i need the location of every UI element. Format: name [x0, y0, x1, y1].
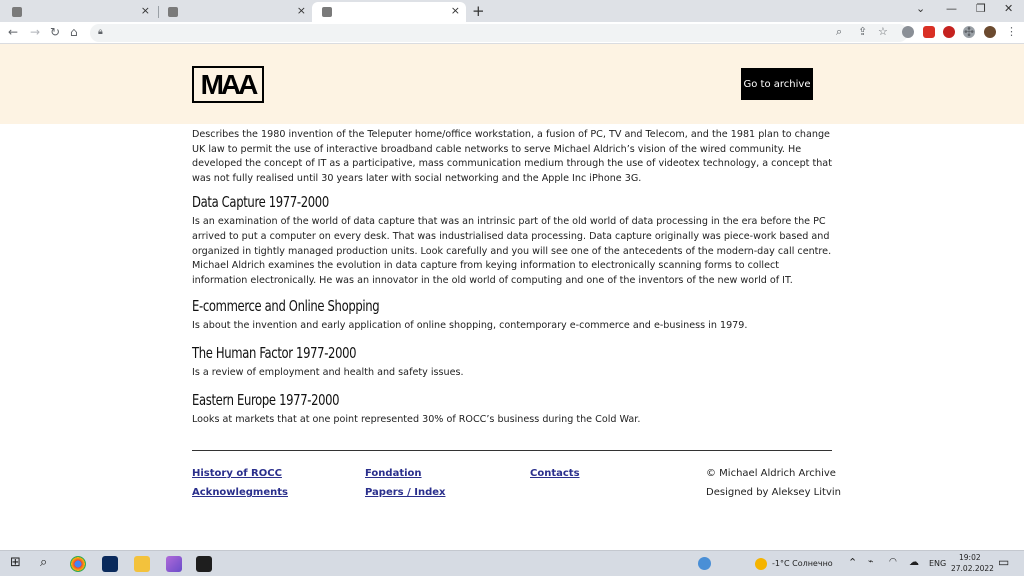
restore-icon[interactable]: ❐	[976, 2, 986, 15]
browser-tab-bar	[0, 0, 1024, 22]
site-header	[0, 44, 1024, 124]
photoshop-taskbar-icon[interactable]	[102, 556, 118, 572]
browser-tab-3-active[interactable]	[312, 2, 466, 22]
weather-text[interactable]: -1°C Солнечно	[772, 559, 833, 568]
clock-date[interactable]: 27.02.2022	[951, 564, 994, 573]
footer-link-history[interactable]: History of ROCC	[192, 468, 282, 479]
footer-designed-by: Designed by Aleksey Litvin	[706, 487, 841, 498]
section-data-capture	[192, 192, 832, 288]
language-indicator[interactable]: ENG	[929, 559, 947, 568]
section-human-factor	[192, 343, 832, 381]
chrome-taskbar-icon[interactable]	[70, 556, 86, 572]
reload-icon[interactable]: ↻	[50, 25, 61, 39]
extension-adblock-icon[interactable]	[902, 26, 914, 38]
wifi-icon[interactable]: ◠	[889, 557, 897, 567]
bookmark-star-icon[interactable]: ☆	[878, 25, 888, 38]
section-title: Data Capture 1977-2000	[192, 193, 329, 212]
footer-link-fondation[interactable]: Fondation	[365, 468, 422, 479]
browser-menu-icon[interactable]: ⋮	[1006, 25, 1017, 38]
section-title: Eastern Europe 1977-2000	[192, 390, 340, 409]
tab-search-icon[interactable]: ⌄	[916, 2, 926, 15]
help-tray-icon[interactable]	[698, 557, 711, 570]
minimize-icon[interactable]: —	[946, 2, 957, 15]
notifications-icon[interactable]: ▭	[998, 555, 1010, 569]
network-icon[interactable]: ⌁	[868, 557, 874, 567]
site-logo[interactable]	[192, 66, 264, 103]
footer-link-acknowlegments[interactable]: Acknowlegments	[192, 487, 288, 498]
share-icon[interactable]: ⇪	[858, 25, 868, 38]
windows-taskbar	[0, 550, 1024, 576]
weather-sun-icon[interactable]	[755, 558, 767, 570]
cloud-icon[interactable]: ☁	[909, 557, 919, 568]
extensions-puzzle-icon[interactable]: ✣	[964, 25, 975, 39]
go-to-archive-button[interactable]: Go to archive	[741, 68, 813, 100]
section-title: E-commerce and Online Shopping	[192, 297, 380, 316]
section-title: The Human Factor 1977-2000	[192, 343, 357, 362]
windows-start-icon[interactable]: ⊞	[10, 555, 21, 570]
footer-copyright: © Michael Aldrich Archive	[706, 468, 836, 479]
browser-tab-1[interactable]	[2, 2, 156, 22]
footer-divider	[192, 450, 832, 451]
file-explorer-taskbar-icon[interactable]	[134, 556, 150, 572]
section-body: Looks at markets that at one point represented 30% of ROCC’s business during the Cold War.	[192, 413, 641, 425]
section-ecommerce	[192, 296, 832, 334]
home-icon[interactable]: ⌂	[70, 25, 78, 39]
footer-link-contacts[interactable]: Contacts	[530, 468, 580, 479]
extension-red-icon[interactable]	[943, 26, 955, 38]
zoom-icon[interactable]: ⌕	[836, 25, 843, 38]
tab-close-icon[interactable]: ×	[296, 4, 306, 17]
section-body: Is an examination of the world of data capture that was an intrinsic part of the old world of data processing in the era before the PC arrived to put a computer on every desk. That was industrialised data processing. Data capture originally was piece-work based and organized in tightly managed production units. Look carefully and you will see one of the antecedents of the modern-day call centre. Michael Aldrich examines the evolution in data capture from keying information to electronically scanning forms to collect information electronically. He was an innovator in the old world of computing and one of the inventors of the new world of IT.	[192, 216, 832, 286]
tab-favicon-icon	[322, 7, 332, 17]
main-content	[192, 128, 832, 427]
address-bar[interactable]	[90, 24, 908, 42]
forward-icon[interactable]: →	[30, 25, 41, 39]
new-tab-button[interactable]: +	[472, 2, 485, 20]
browser-toolbar	[0, 22, 1024, 44]
intro-paragraph: Describes the 1980 invention of the Teleputer home/office workstation, a fusion of PC, TV and Telecom, and the 1981 plan to change UK law to permit the use of interactive broadband cable networks to serve Michael Aldrich’s vision of the wired community. He developed the concept of IT as a participative, mass communication medium through the use of videotex technology, a concept that was not fully realised until 30 years later with social networking and the Apple Inc iPhone 3G.	[192, 129, 832, 184]
tab-favicon-icon	[168, 7, 178, 17]
browser-tab-2[interactable]	[158, 2, 312, 22]
clock-time[interactable]: 19:02	[959, 553, 981, 562]
tab-favicon-icon	[12, 7, 22, 17]
figma-taskbar-icon[interactable]	[196, 556, 212, 572]
extension-youtube-icon[interactable]	[923, 26, 935, 38]
section-eastern-europe	[192, 390, 832, 428]
feather-app-taskbar-icon[interactable]	[166, 556, 182, 572]
profile-avatar[interactable]	[984, 26, 996, 38]
lock-icon: 🔒︎	[98, 27, 103, 37]
section-body: Is about the invention and early application of online shopping, contemporary e-commerce and e-business in 1979.	[192, 320, 748, 332]
tray-chevron-icon[interactable]: ⌃	[848, 556, 858, 569]
tab-close-icon[interactable]: ×	[140, 4, 150, 17]
back-icon[interactable]: ←	[8, 25, 19, 39]
window-close-icon[interactable]: ✕	[1004, 2, 1014, 15]
footer-link-papers[interactable]: Papers / Index	[365, 487, 446, 498]
logo-text: MAA	[200, 68, 256, 100]
search-icon[interactable]: ⌕	[40, 555, 48, 570]
tab-close-icon[interactable]: ×	[450, 4, 460, 17]
section-body: Is a review of employment and health and safety issues.	[192, 366, 464, 378]
